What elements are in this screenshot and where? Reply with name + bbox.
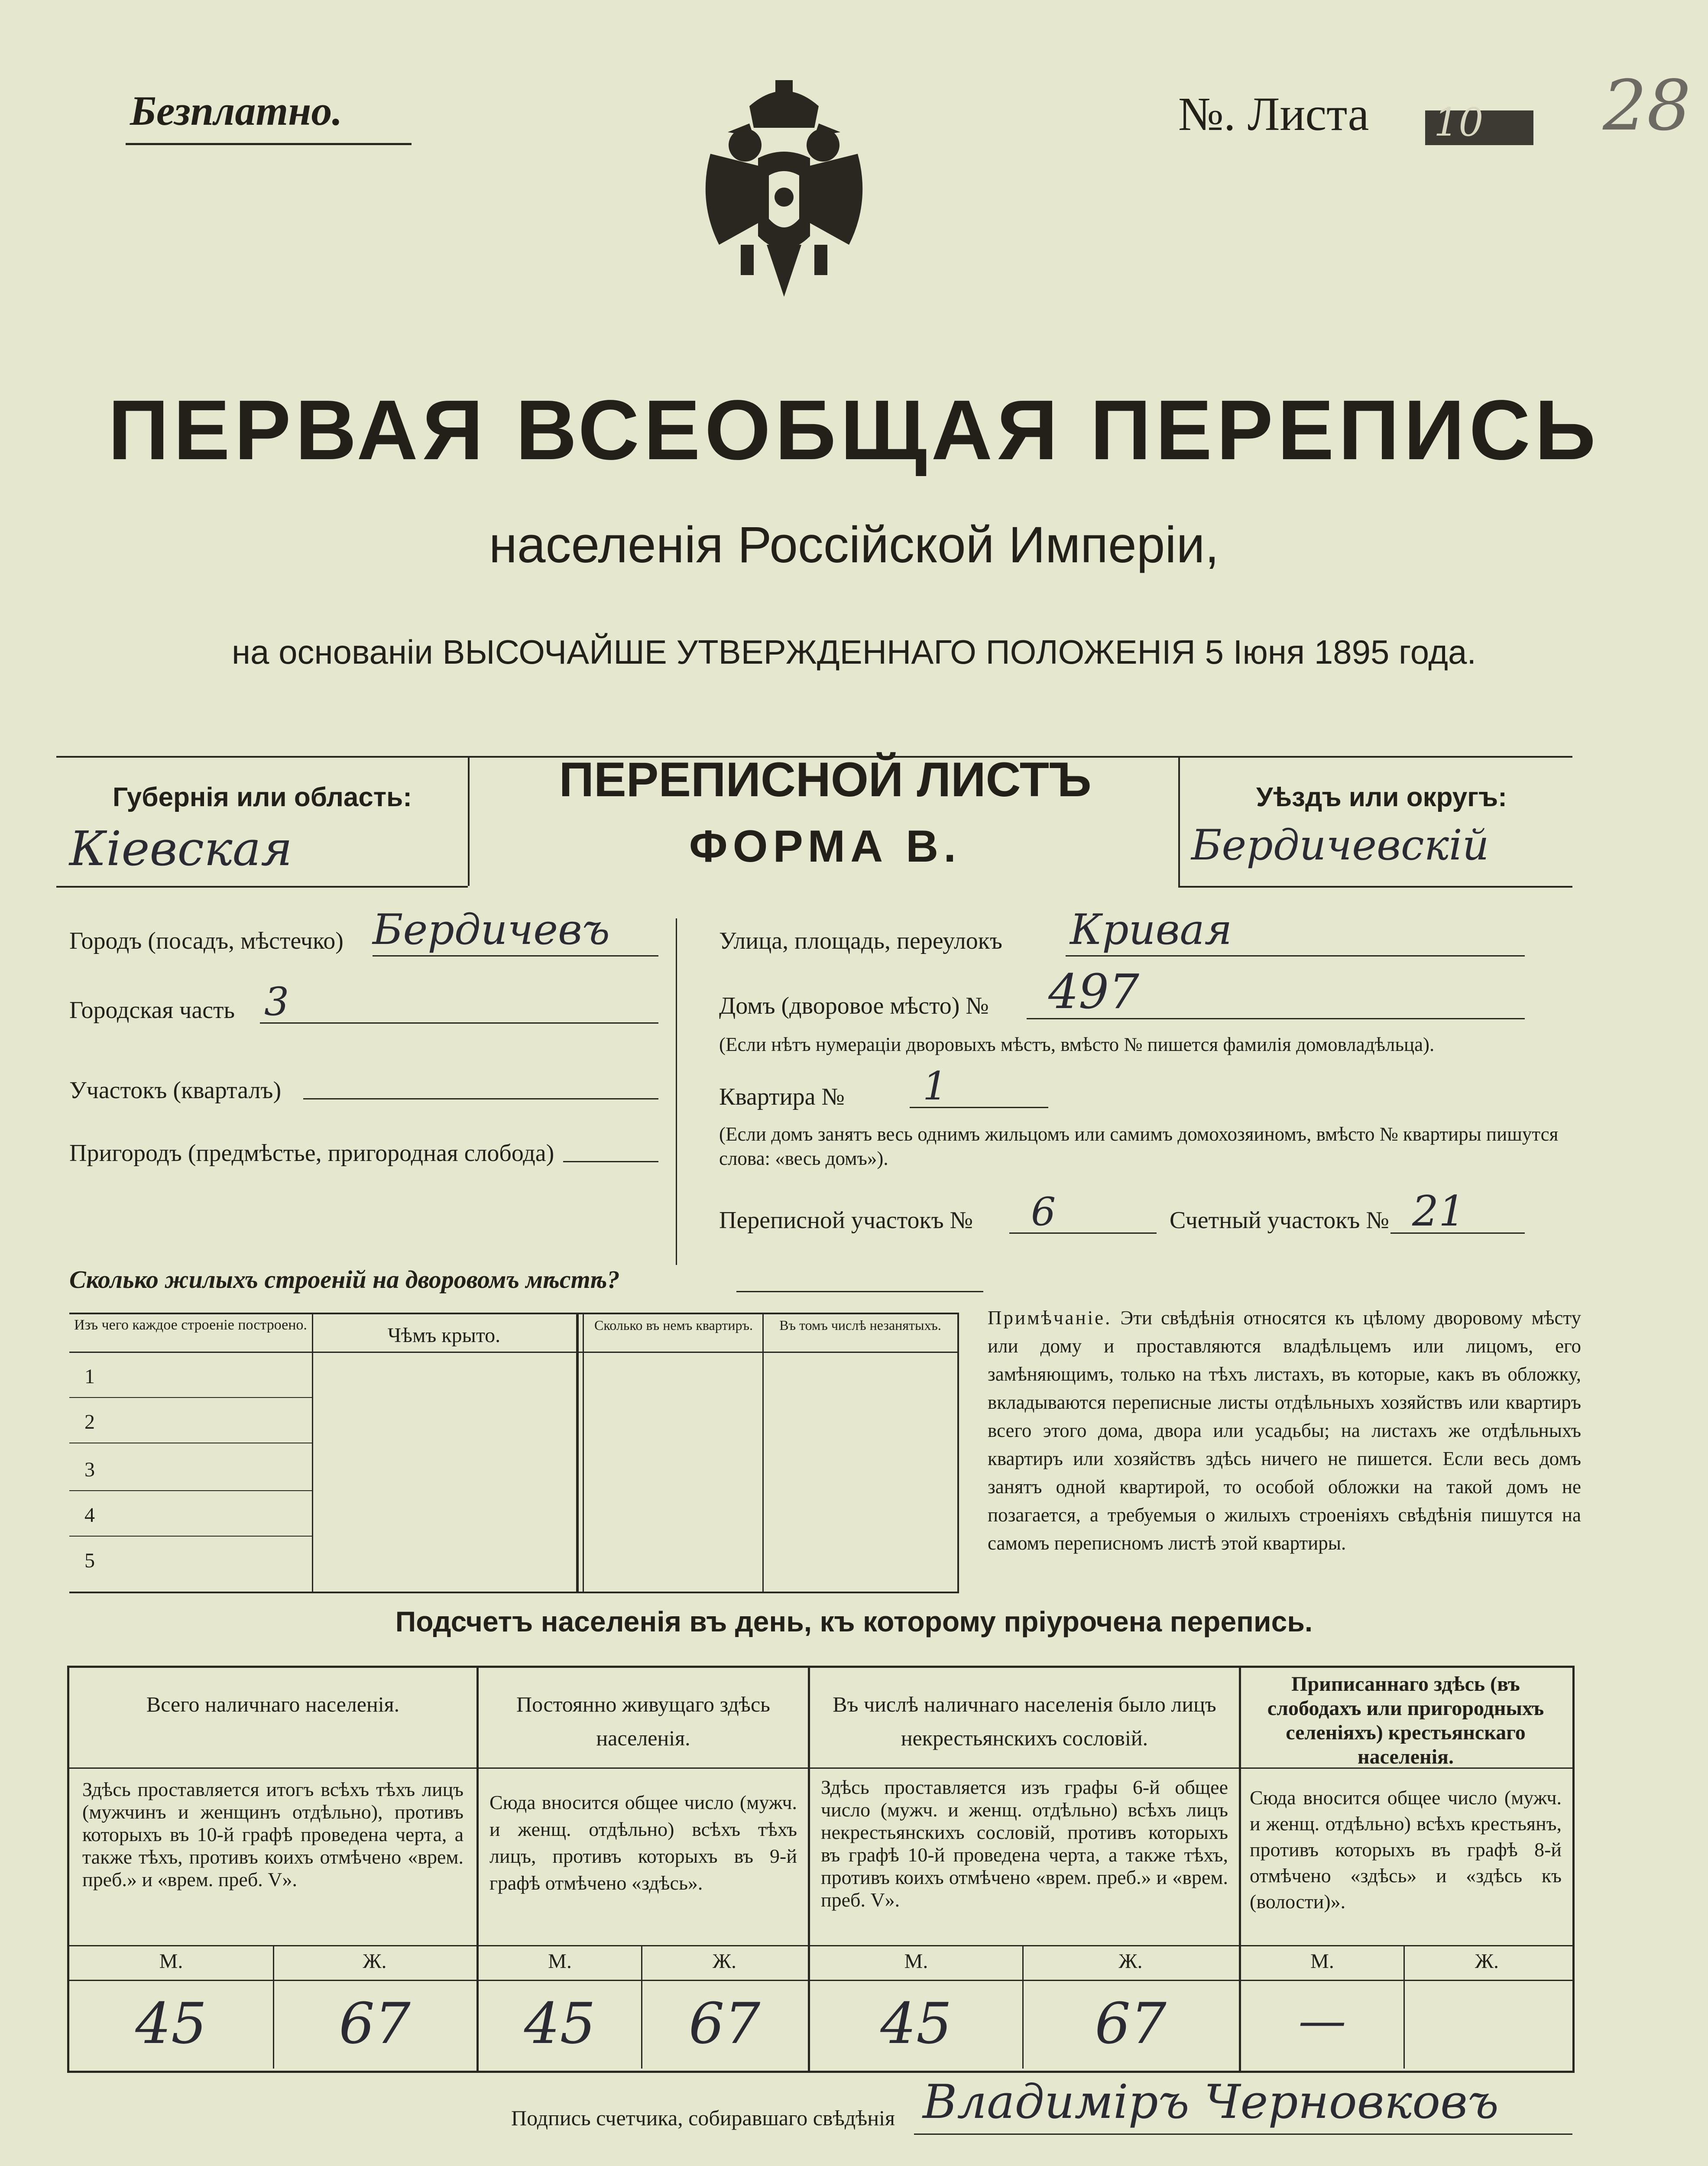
buildings-row-rule-1 — [69, 1397, 312, 1398]
tally-col4-f-label: Ж. — [1475, 1950, 1499, 1973]
buildings-head-rule — [69, 1352, 957, 1353]
city-label: Городъ (посадъ, мѣстечко) — [69, 927, 344, 954]
buildings-row-rule-3 — [69, 1490, 312, 1491]
house-note: (Если нѣтъ нумераціи дворовыхъ мѣстъ, вмѣсто № пишется фамилія домовладѣльца). — [719, 1034, 1435, 1055]
tally-col2-head: Постоянно живущаго здѣсь населенія. — [516, 1692, 770, 1750]
tally-col1-desc: Здѣсь проставляется итогъ всѣхъ тѣхъ лицъ (мужчинъ и женщинъ отдѣльно), противъ которыхъ въ 10-й графѣ проведена черта, а также тѣхъ, противъ коихъ отмѣчено «врем. преб.» и «врем. преб. V». — [82, 1778, 463, 1890]
tally-sex-rule — [67, 1980, 1572, 1981]
tally-col1-f-label: Ж. — [363, 1950, 387, 1973]
district-underline — [303, 1098, 658, 1099]
legal-basis: на основаніи ВЫСОЧАЙШЕ УТВЕРЖДЕННАГО ПОЛОЖЕНІЯ 5 Іюня 1895 года. — [231, 633, 1476, 671]
tally-title: Подсчетъ населенія въ день, къ которому пріурочена перепись. — [395, 1605, 1313, 1637]
buildings-col-divider-1 — [312, 1313, 313, 1592]
city-part-value: 3 — [264, 979, 289, 1025]
subtitle: населенія Россійской Имперіи, — [489, 516, 1219, 574]
tally-col1-f-value: 67 — [339, 1991, 411, 2056]
address-divider — [676, 918, 677, 1265]
imperial-eagle-icon — [693, 80, 875, 314]
buildings-col-divider-2 — [576, 1313, 579, 1592]
house-underline — [1027, 1018, 1525, 1019]
district-label: Участокъ (кварталъ) — [69, 1077, 282, 1104]
tally-col2-m-value: 45 — [524, 1991, 596, 2056]
buildings-table — [69, 1313, 959, 1593]
tally-col1-m-label: М. — [159, 1950, 183, 1973]
tally-col4-desc: Сюда вносится общее число (мужч. и женщ. отдѣльно) всѣхъ крестьянъ, противъ которыхъ въ графѣ 8-й отмѣчено «здѣсь» и «здѣсь къ (волости)». — [1250, 1787, 1562, 1913]
tally-col2-f-label: Ж. — [712, 1950, 736, 1973]
note-block — [988, 1304, 1581, 1557]
tally-col4-m-value: — — [1298, 1993, 1346, 2048]
form-type: ФОРМА В. — [689, 821, 962, 872]
buildings-question-underline — [736, 1291, 983, 1292]
suburb-underline — [563, 1161, 658, 1162]
city-part-underline — [260, 1022, 658, 1024]
form-divider-right — [1178, 756, 1180, 886]
buildings-col4-head: Въ томъ числѣ незанятыхъ. — [779, 1317, 941, 1333]
census-district-underline — [1009, 1232, 1157, 1234]
tally-col3-f-label: Ж. — [1118, 1950, 1143, 1973]
apartment-underline — [910, 1107, 1048, 1108]
uezd-underline — [1178, 886, 1572, 888]
signature-label: Подпись счетчика, собиравшаго свѣдѣнія — [511, 2106, 895, 2130]
tally-col3-head: Въ числѣ наличнаго населенія было лицъ некрестьянскихъ сословій. — [833, 1692, 1216, 1750]
free-label: Безплатно. — [130, 88, 343, 134]
census-district-value: 6 — [1031, 1189, 1056, 1235]
signature-underline — [914, 2134, 1572, 2135]
street-underline — [1066, 955, 1525, 957]
archive-number: 28 — [1603, 65, 1691, 146]
buildings-col1-head: Изъ чего каждое строеніе построено. — [74, 1317, 307, 1333]
main-title: ПЕРВАЯ ВСЕОБЩАЯ ПЕРЕПИСЬ — [108, 383, 1600, 477]
tally-col2-m-label: М. — [548, 1950, 572, 1973]
sheet-number-label: №. Листа — [1178, 88, 1369, 140]
count-district-value: 21 — [1412, 1187, 1465, 1235]
buildings-row-2: 2 — [84, 1410, 95, 1433]
buildings-question: Сколько жилыхъ строеній на дворовомъ мѣстѣ? — [69, 1265, 620, 1294]
count-district-underline — [1390, 1232, 1525, 1234]
apartment-label: Квартира № — [719, 1083, 845, 1110]
note-title: Примѣчаніе. — [988, 1307, 1112, 1329]
uezd-value: Бердичевскій — [1191, 821, 1489, 869]
gubernia-underline — [56, 886, 468, 888]
buildings-row-4: 4 — [84, 1504, 95, 1527]
street-value: Кривая — [1070, 905, 1232, 954]
house-value: 497 — [1048, 964, 1139, 1019]
apartment-value: 1 — [923, 1064, 948, 1109]
buildings-col2-head: Чѣмъ крыто. — [387, 1324, 501, 1347]
tally-col2-desc: Сюда вносится общее число (мужч. и женщ. отдѣльно) всѣхъ тѣхъ лицъ, противъ которыхъ въ 9-й графѣ отмѣчено «здѣсь». — [489, 1791, 797, 1894]
tally-col3-m-value: 45 — [880, 1991, 952, 2056]
tally-col3-m-label: М. — [904, 1950, 928, 1973]
tally-col1-m-value: 45 — [135, 1991, 207, 2056]
uezd-label: Уѣздъ или округъ: — [1256, 782, 1507, 812]
city-part-label: Городская часть — [69, 997, 235, 1024]
city-underline — [373, 955, 658, 957]
free-underline — [126, 143, 412, 145]
street-label: Улица, площадь, переулокъ — [719, 927, 1002, 954]
tally-col1-head: Всего наличнаго населенія. — [146, 1692, 400, 1716]
buildings-row-rule-4 — [69, 1536, 312, 1537]
suburb-label: Пригородъ (предмѣстье, пригородная слобода) — [69, 1140, 554, 1167]
buildings-row-1: 1 — [84, 1365, 95, 1388]
tally-desc-rule — [67, 1945, 1572, 1946]
sheet-number-value: 10 — [1434, 100, 1484, 145]
form-divider-left — [468, 756, 470, 886]
apartment-note: (Если домъ занятъ весь однимъ жильцомъ или самимъ домохозяиномъ, вмѣсто № квартиры пишутся слова: «весь домъ»). — [719, 1123, 1559, 1169]
buildings-col-divider-3 — [583, 1313, 584, 1592]
gubernia-value: Кіевская — [69, 821, 293, 876]
tally-col4-m-label: М. — [1310, 1950, 1334, 1973]
count-district-label: Счетный участокъ № — [1170, 1207, 1389, 1234]
tally-col4-head: Приписаннаго здѣсь (въ слободахъ или пригородныхъ селеніяхъ) крестьянскаго населенія. — [1267, 1673, 1544, 1768]
note-text: Эти свѣдѣнія относятся къ цѣлому дворовому мѣсту или дому и проставляются владѣльцемъ или лицомъ, его замѣняющимъ, только на тѣхъ листахъ, въ которые, какъ въ обложку, вкладываются переписные листы отдѣльныхъ хозяйствъ или квартиръ всего этого дома, двора или усадьбы; на листахъ же отдѣльныхъ квартиръ или хозяйствъ здѣсь ничего не пишется. Если весь домъ занятъ одной квартирой, то особой обложки на такой домъ не позагается, а требуемыя о жилыхъ строеніяхъ свѣдѣнія пишутся на самомъ переписномъ листѣ этой квартиры. — [988, 1307, 1581, 1554]
house-label: Домъ (дворовое мѣсто) № — [719, 992, 989, 1019]
buildings-col-divider-4 — [762, 1313, 764, 1592]
buildings-col3-head: Сколько въ немъ квартиръ. — [594, 1317, 753, 1333]
tally-col3-desc: Здѣсь проставляется изъ графы 6-й общее число (мужч. и женщ. отдѣльно) всѣхъ лицъ некрестьянскихъ сословій, противъ которыхъ въ графѣ 10-й проведена черта, а также тѣхъ, противъ коихъ отмѣчено «врем. преб.» и «врем. преб. V». — [821, 1776, 1228, 1911]
census-district-label: Переписной участокъ № — [719, 1207, 973, 1234]
signature-value: Владиміръ Черновковъ — [923, 2075, 1499, 2129]
tally-col3-f-value: 67 — [1095, 1991, 1167, 2056]
form-name: ПЕРЕПИСНОЙ ЛИСТЪ — [559, 752, 1092, 807]
buildings-row-5: 5 — [84, 1549, 95, 1572]
gubernia-label: Губернія или область: — [113, 782, 412, 812]
buildings-row-3: 3 — [84, 1458, 95, 1481]
tally-col2-f-value: 67 — [688, 1991, 761, 2056]
city-value: Бердичевъ — [373, 905, 610, 954]
